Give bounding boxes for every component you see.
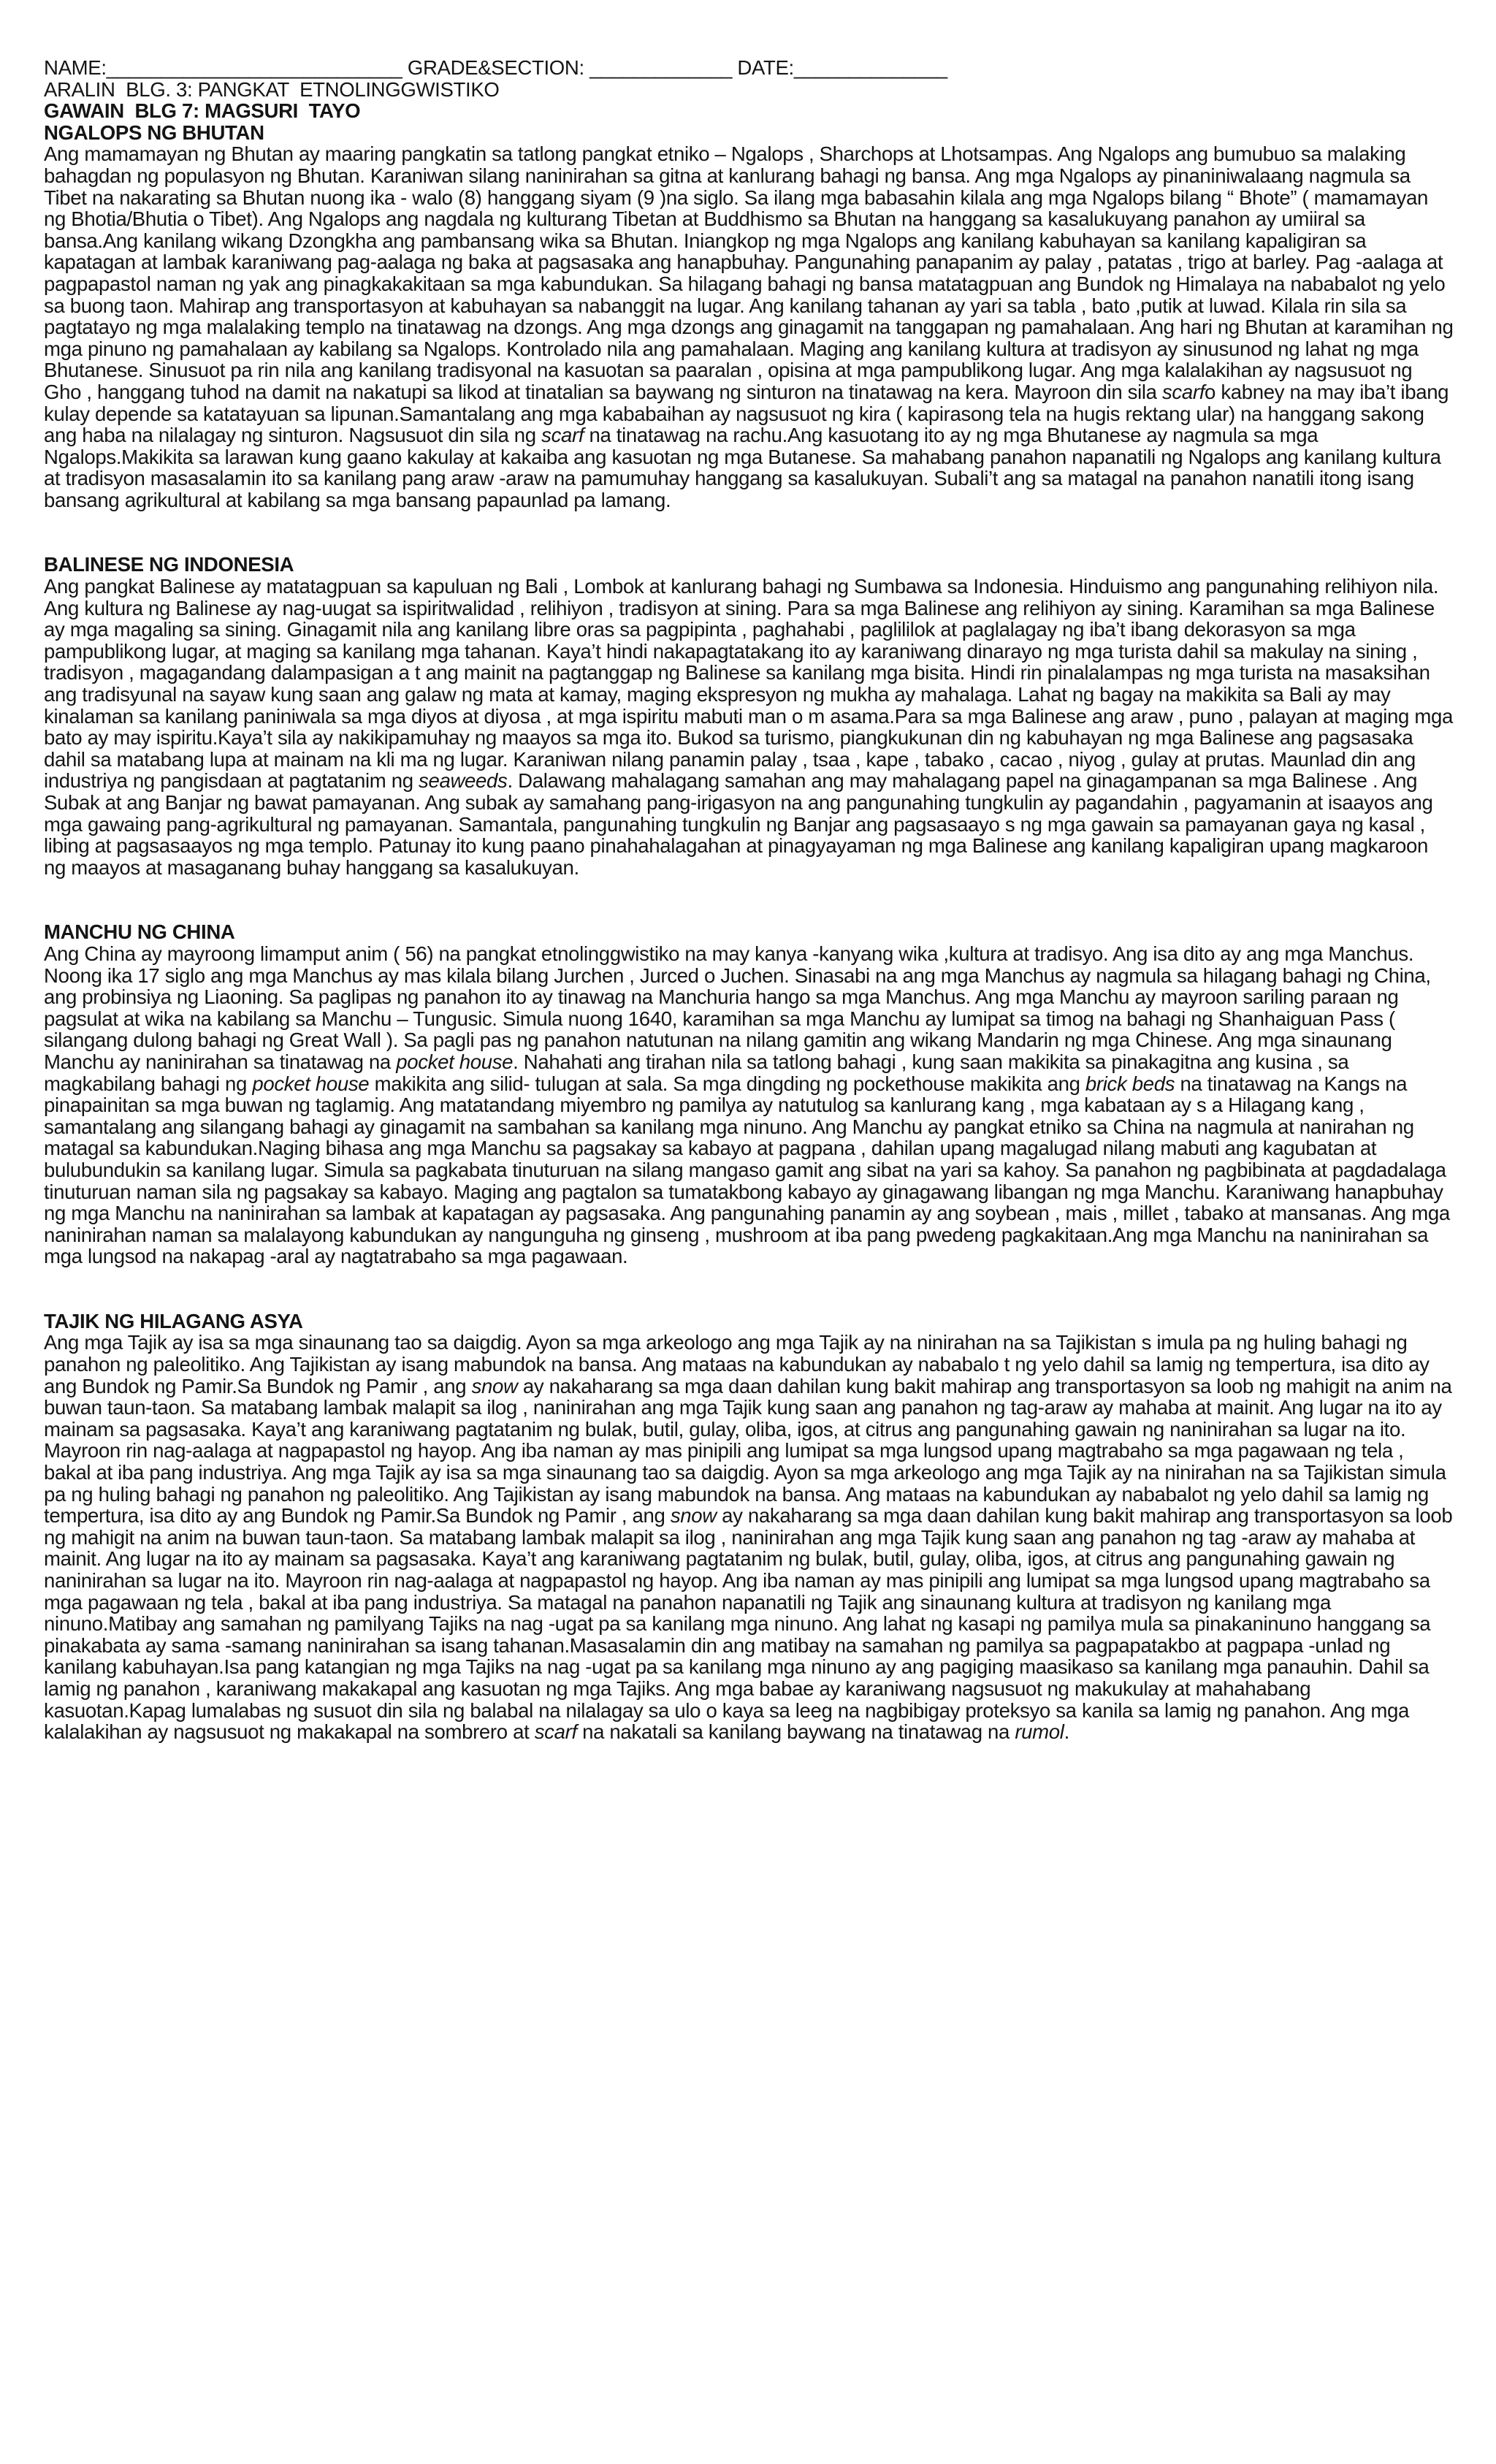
body-text-run: makikita ang silid- tulugan at sala. Sa mga dingding ng pockethouse makikita ang [369, 1072, 1085, 1095]
section-body-ngalops [44, 143, 1454, 511]
body-text-run: na tinatawag na rachu.Ang kasuotang ito ay ng mga Bhutanese ay nagmula sa mga Ngalops.Makikita sa larawan kung gaano kakulay at kakaiba ang kasuotan ng mga Butanese. Sa mahabang panahon napanatili ng Ngalops ang kanilang kultura at tradisyon masasalamin ito sa kanilang pang araw -araw na pamumuhay hanggang sa kasalukuyan. Subali’t ang sa matagal na panahon nanatili itong isang bansang agrikultural at kabilang sa mga bansang papaunlad pa lamang. [44, 424, 1441, 511]
body-text-run: ay nakaharang sa mga daan dahilan kung bakit mahirap ang transportasyon sa loob ng mahigit na anim na buwan taun-taon. Sa matabang lambak malapit sa ilog , naninirahan ang mga Tajik kung saan ang panahon ng tag-araw ay mahaba at mainit. Ang lugar na ito ay mainam sa pagsasaka. Kaya’t ang karaniwang pagtatanim ng bulak, butil, gulay, oliba, igos, at citrus ang pangunahing gawain ng naninirahan sa lugar na ito. Mayroon rin nag-aalaga at nagpapastol ng hayop. Ang iba naman ay mas pinipili ang lumipat sa mga lungsod upang magtrabaho sa mga pagawaan ng tela , bakal at iba pang industriya. Ang mga Tajik ay isa sa mga sinaunang tao sa daigdig. Ayon sa mga arkeologo ang mga Tajik ay na ninirahan na sa Tajikistan simula pa ng huling bahagi ng panahon ng paleolitiko. Ang Tajikistan ay isang mabundok na bansa. Ang mataas na kabundukan ay nababalot ng yelo dahil sa lamig ng tempertura, isa dito ay ang Bundok ng Pamir.Sa Bundok ng Pamir , ang [44, 1374, 1452, 1527]
italic-term: seaweeds [419, 769, 508, 793]
body-text-run: Ang mamamayan ng Bhutan ay maaring pangkatin sa tatlong pangkat etniko – Ngalops , Sharchops at Lhotsampas. Ang Ngalops ang bumubuo sa malaking bahagdan ng populasyon ng Bhutan. Karaniwan silang naninirahan sa gitna at kanlurang bahagi ng bansa. Ang mga Ngalops ay pinaniniwalaang nagmula sa Tibet na nakarating sa Bhutan nuong ika - walo (8) hanggang siyam (9 )na siglo. Sa ilang mga babasahin kilala ang mga Ngalops bilang “ Bhote” ( mamamayan ng Bhotia/Bhutia o Tibet). Ang Ngalops ang nagdala ng kulturang Tibetan at Buddhismo sa Bhutan na hanggang sa kasalukuyang panahon ay umiiral sa bansa.Ang kanilang wikang Dzongkha ang pambansang wika sa Bhutan. Iniangkop ng mga Ngalops ang kanilang kabuhayan sa kanilang kapaligiran sa kapatagan at lambak karaniwang pag-aalaga ng baka at pagsasaka ang hanapbuhay. Pangunahing panapanim ay palay , patatas , trigo at barley. Pag -aalaga at pagpapastol naman ng yak ang pinagkakakitaan sa mga kabundukan. Sa hilagang bahagi ng bansa matatagpuan ang Bundok ng Himalaya na nababalot ng yelo sa buong taon. Mahirap ang transportasyon at kabuhayan sa nabanggit na lugar. Ang kanilang tahanan ay yari sa tabla , bato ,putik at luwad. Kilala rin sila sa pagtatayo ng mga malalaking templo na tinatawag na dzongs. Ang mga dzongs ang ginagamit na tanggapan ng pamahalaan. Ang hari ng Bhutan at karamihan ng mga pinuno ng pamahalaan ay kabilang sa Ngalops. Kontrolado nila ang pamahalaan. Maging ang kanilang kultura at tradisyon ay sinusunod ng lahat ng mga Bhutanese. Sinusuot pa rin nila ang kanilang tradisyonal na kasuotan sa paaralan , opisina at mga pampublikong lugar. Ang mga kalalakihan ay nagsusuot ng Gho , hanggang tuhod na damit na nakatupi sa likod at tinatalian sa baywang ng sinturon na tinatawag na kera. Mayroon din sila [44, 142, 1454, 403]
worksheet-page [44, 57, 1454, 1743]
body-text-run: na tinatawag na Kangs na pinapainitan sa mga buwan ng taglamig. Ang matatandang miyembro ng pamilya ay natutulog sa kanlurang kang , mga kabataan ay s a Hilagang kang , samantalang ang silangang bahagi ay ginagamit na sambahan sa kanilang mga ninuno. Ang Manchu ay pangkat etniko sa China na nagmula at nanirahan ng matagal sa kabundukan.Naging bihasa ang mga Manchu sa pagsakay sa kabayo at pagpana , dahilan upang magalugad nilang mabuti ang kagubatan at bulubundukin sa kanilang lugar. Simula sa pagkabata tinuturuan na silang mangaso gamit ang sibat na yari sa kahoy. Sa panahon ng pagbibinata at pagdadalaga tinuturuan naman sila ng pagsakay sa kabayo. Maging ang pagtalon sa tumatakbong kabayo ay ginagawang libangan ng mga Manchu. Karaniwang hanapbuhay ng mga Manchu na naninirahan sa lambak at kapatagan ay pagsasaka. Ang pangunahing panamin ay ang soybean , mais , millet , tabako at mansanas. Ang mga naninirahan naman sa malalayong kabundukan ay nangunguha ng ginseng , mushroom at iba pang pwedeng pagkakitaan.Ang mga Manchu na naninirahan sa mga lungsod na nakapag -aral ay nagtatrabaho sa mga pagawaan. [44, 1072, 1450, 1268]
body-text-run: . Dalawang mahalagang samahan ang may mahalagang papel na ginagampanan sa mga Balinese . Ang Subak at ang Banjar ng bawat pamayanan. Ang subak ay samahang pang-irigasyon na ang pangunahing tungkulin ay pagandahin , pagyamanin at isaayos ang mga gawaing pang-agrikultural ng pamayanan. Samantala, pangunahing tungkulin ng Banjar ang pagsasaayo s ng mga gawain sa pamayanan gaya ng kasal , libing at pagsasaayos ng mga templo. Patunay ito kung paano pinahahalagahan at pinagyayaman ng mga Balinese ang kanilang kapaligiran upang magkaroon ng maayos at masaganang buhay hanggang sa kasalukuyan. [44, 769, 1433, 879]
section-gap [44, 1267, 1454, 1311]
body-text-run: Ang China ay mayroong limamput anim ( 56) na pangkat etnolinggwistiko na may kanya -kanyang wika ,kultura at tradisyo. Ang isa dito ay ang mga Manchus. Noong ika 17 siglo ang mga Manchus ay mas kilala bilang Jurchen , Jurced o Juchen. Sinasabi na ang mga Manchus ay nagmula sa hilagang bahagi ng China, ang probinsiya ng Liaoning. Sa paglipas ng panahon ito ay tinawag na Manchuria hango sa mga Manchus. Ang mga Manchu ay mayroon sariling paraan ng pagsulat at wika na kabilang sa Manchu – Tungusic. Simula nuong 1640, karamihan sa mga Manchu ay lumipat sa timog na bahagi ng Shanhaiguan Pass ( silangang dulong bahagi ng Great Wall ). Sa pagli pas ng panahon natutunan na nilang gamitin ang wikang Mandarin ng mga Chinese. Ang mga sinaunang Manchu ay naninirahan sa tinatawag na [44, 942, 1431, 1073]
body-text-run: Ang pangkat Balinese ay matatagpuan sa kapuluan ng Bali , Lombok at kanlurang bahagi ng Sumbawa sa Indonesia. Hinduismo ang pangunahing relihiyon nila. Ang kultura ng Balinese ay nag-uugat sa ispiritwalidad , relihiyon , tradisyon at sining. Para sa mga Balinese ang relihiyon ay sining. Karamihan sa mga Balinese ay mga magaling sa sining. Ginagamit nila ang kanilang libre oras sa pagpipinta , paghahabi , paglililok at paglalagay ng iba’t ibang dekorasyon sa mga pampublikong lugar, at maging sa kanilang mga tahanan. Kaya’t hindi nakapagtatakang ito ay karaniwang dinarayo ng mga turista dahil sa makulay na sining , tradisyon , magagandang dalampasigan a t ang mainit na pagtanggap ng Balinese sa kanilang mga bisita. Hindi rin pinalalampas ng mga turista na masaksihan ang tradisyunal na sayaw kung saan ang galaw ng mata at kamay, maging ekspresyon ng mukha ay mahalaga. Lahat ng bagay na makikita sa Bali ay may kinalaman sa kanilang paniniwala sa mga diyos at diyosa , at mga ispiritu mabuti man o m asama.Para sa mga Balinese ang araw , puno , palayan at maging mga bato ay may ispiritu.Kaya’t sila ay nakikipamuhay ng maayos sa mga ito. Bukod sa turismo, piangkukunan din ng kabuhayan ng mga Balinese ang pagsasaka dahil sa matabang lupa at mainam na kli ma ng lugar. Karaniwan nilang panamin palay , tsaa , kape , tabako , cacao , niyog , gulay at prutas. Maunlad din ang industriya ng pangisdaan at pagtatanim ng [44, 575, 1453, 793]
body-text-run: ay nakaharang sa mga daan dahilan kung bakit mahirap ang transportasyon sa loob ng mahigit na anim na buwan taun-taon. Sa matabang lambak malapit sa ilog , naninirahan ang mga Tajik kung saan ang panahon ng tag -araw ay mahaba at mainit. Ang lugar na ito ay mainam sa pagsasaka. Kaya’t ang karaniwang pagtatanim ng bulak, butil, gulay, oliba, igos, at citrus ang pangunahing gawain ng naninirahan sa lugar na ito. Mayroon rin nag-aalaga at nagpapastol ng hayop. Ang iba naman ay mas pinipili ang lumipat sa mga lungsod upang magtrabaho sa mga pagawaan ng tela , bakal at iba pang industriya. Sa matagal na panahon napanatili ng Tajik ang sinaunang kultura at tradisyon ng kanilang mga ninuno.Matibay ang samahan ng pamilyang Tajiks na nag -ugat pa sa kanilang mga ninuno. Ang lahat ng kasapi ng pamilya mula sa pinakaninuno hanggang sa pinakabata ay sama -samang naninirahan sa isang tahanan.Masasalamin din ang matibay na samahan ng pamilya sa pagpapatakbo at pagpapa -unlad ng kanilang kabuhayan.Isa pang katangian ng mga Tajiks na nag -ugat pa sa kanilang mga ninuno ay ang pagiging maasikaso sa kanilang mga panauhin. Dahil sa lamig ng panahon , karaniwang makakapal ang kasuotan ng mga Tajiks. Ang mga babae ay karaniwang nagsusuot ng makukulay at mahahabang kasuotan.Kapag lumalabas ng susuot din sila ng balabal na nilalagay sa ulo o kaya sa leeg na nagbibigay proteksyo sa kanila sa lamig ng panahon. Ang mga kalalakihan ay nagsusuot ng makakapal na sombrero at [44, 1504, 1453, 1744]
body-text-run: o kabney na may iba’t ibang kulay depende sa katatayuan sa lipunan.Samantalang ang mga kababaihan ay nagsusuot ng kira ( kapirasong tela na hugis rektang ular) na hanggang sakong ang haba na nilalagay ng sinturon. Nagsusuot din sila ng [44, 380, 1449, 447]
italic-term: scarf [541, 424, 584, 447]
body-text-run: . Nahahati ang tirahan nila sa tatlong bahagi , kung saan makikita sa pinakagitna ang kusina , sa magkabilang bahagi ng [44, 1050, 1349, 1095]
italic-term: pocket house [252, 1072, 370, 1095]
body-text-run: na nakatali sa kanilang baywang na tinatawag na [576, 1720, 1015, 1744]
section-title-manchu: MANCHU NG CHINA [44, 920, 235, 944]
section-body-balinese [44, 576, 1454, 878]
body-text-run: . [1064, 1720, 1069, 1744]
aralin-title: ARALIN BLG. 3: PANGKAT ETNOLINGGWISTIKO [44, 77, 500, 101]
italic-term: pocket house [396, 1050, 514, 1073]
section-title-tajik: TAJIK NG HILAGANG ASYA [44, 1309, 303, 1332]
section-body-manchu [44, 943, 1454, 1267]
header-name-grade-date-line: NAME:___________________________ GRADE&SECTION: _____________ DATE:______________ [44, 56, 947, 79]
section-body-tajik [44, 1332, 1454, 1742]
italic-term: brick beds [1085, 1072, 1175, 1095]
italic-term: scarf [534, 1720, 577, 1744]
italic-term: rumol [1015, 1720, 1064, 1744]
section-gap [44, 511, 1454, 554]
body-text-run: Ang mga Tajik ay isa sa mga sinaunang tao sa daigdig. Ayon sa mga arkeologo ang mga Tajik ay na ninirahan na sa Tajikistan s imula pa ng huling bahagi ng panahon ng paleolitiko. Ang Tajikistan ay isang mabundok na bansa. Ang mataas na kabundukan ay nababalo t ng yelo dahil sa lamig ng tempertura, isa dito ay ang Bundok ng Pamir.Sa Bundok ng Pamir , ang [44, 1331, 1430, 1397]
italic-term: scarf [1161, 380, 1205, 403]
section-gap [44, 878, 1454, 921]
italic-term: snow [670, 1504, 717, 1527]
section-title-ngalops: NGALOPS NG BHUTAN [44, 121, 264, 144]
section-title-balinese: BALINESE NG INDONESIA [44, 553, 294, 576]
gawain-title: GAWAIN BLG 7: MAGSURI TAYO [44, 99, 361, 123]
italic-term: snow [471, 1374, 518, 1397]
